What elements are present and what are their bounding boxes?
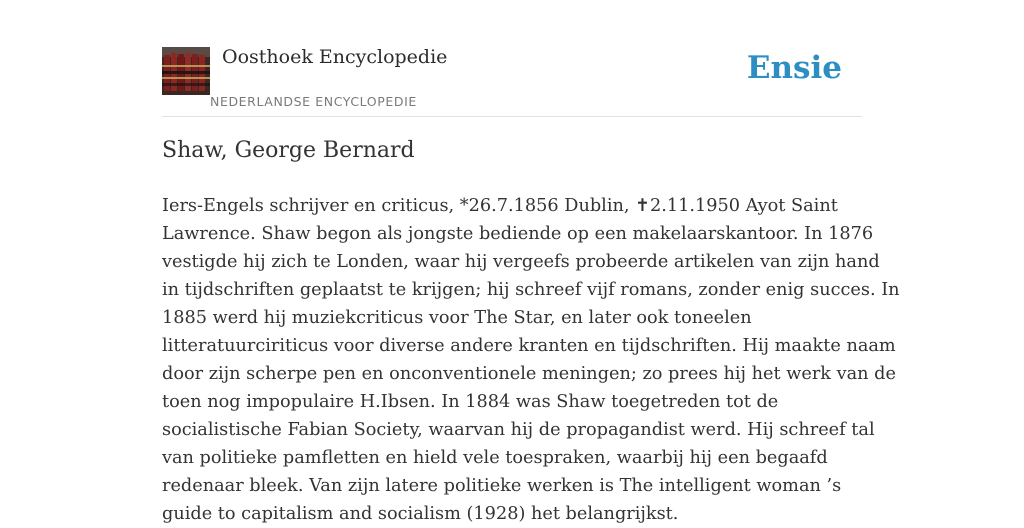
article-line: toen nog impopulaire H.Ibsen. In 1884 was Shaw toegetreden tot de	[162, 392, 779, 412]
site-title[interactable]: Oosthoek Encyclopedie	[222, 46, 448, 68]
article-line: van politieke pamfletten en hield vele toespraken, waarbij hij een begaafd	[162, 448, 828, 468]
article-line: vestigde hij zich te Londen, waar hij vergeefs probeerde artikelen van zijn hand	[162, 252, 880, 272]
article-line: guide to capitalism and socialism (1928) het belangrijkst.	[162, 504, 679, 524]
ensie-logo[interactable]: Ensie	[746, 50, 842, 86]
site-subtitle: NEDERLANDSE ENCYCLOPEDIE	[210, 94, 417, 109]
article-title: Shaw, George Bernard	[162, 138, 415, 163]
article-line: socialistische Fabian Society, waarvan hij de propagandist werd. Hij schreef tal	[162, 420, 875, 440]
article-body	[162, 192, 900, 528]
article-line: 1885 werd hij muziekcriticus voor The Star, en later ook toneelen	[162, 308, 752, 328]
site-header	[162, 44, 862, 117]
article-line: Iers-Engels schrijver en criticus, *26.7.1856 Dublin, ✝2.11.1950 Ayot Saint	[162, 196, 838, 216]
encyclopedia-books-avatar-icon[interactable]	[162, 47, 210, 95]
article-line: door zijn scherpe pen en onconventionele meningen; zo prees hij het werk van de	[162, 364, 896, 384]
article-line: litteratuurciriticus voor diverse andere kranten en tijdschriften. Hij maakte naam	[162, 336, 896, 356]
article-line: in tijdschriften geplaatst te krijgen; hij schreef vijf romans, zonder enig succes. In	[162, 280, 900, 300]
books-image	[162, 47, 210, 95]
article-line: redenaar bleek. Van zijn latere politieke werken is The intelligent woman ’s	[162, 476, 842, 496]
article-line: Lawrence. Shaw begon als jongste bediende op een makelaarskantoor. In 1876	[162, 224, 874, 244]
